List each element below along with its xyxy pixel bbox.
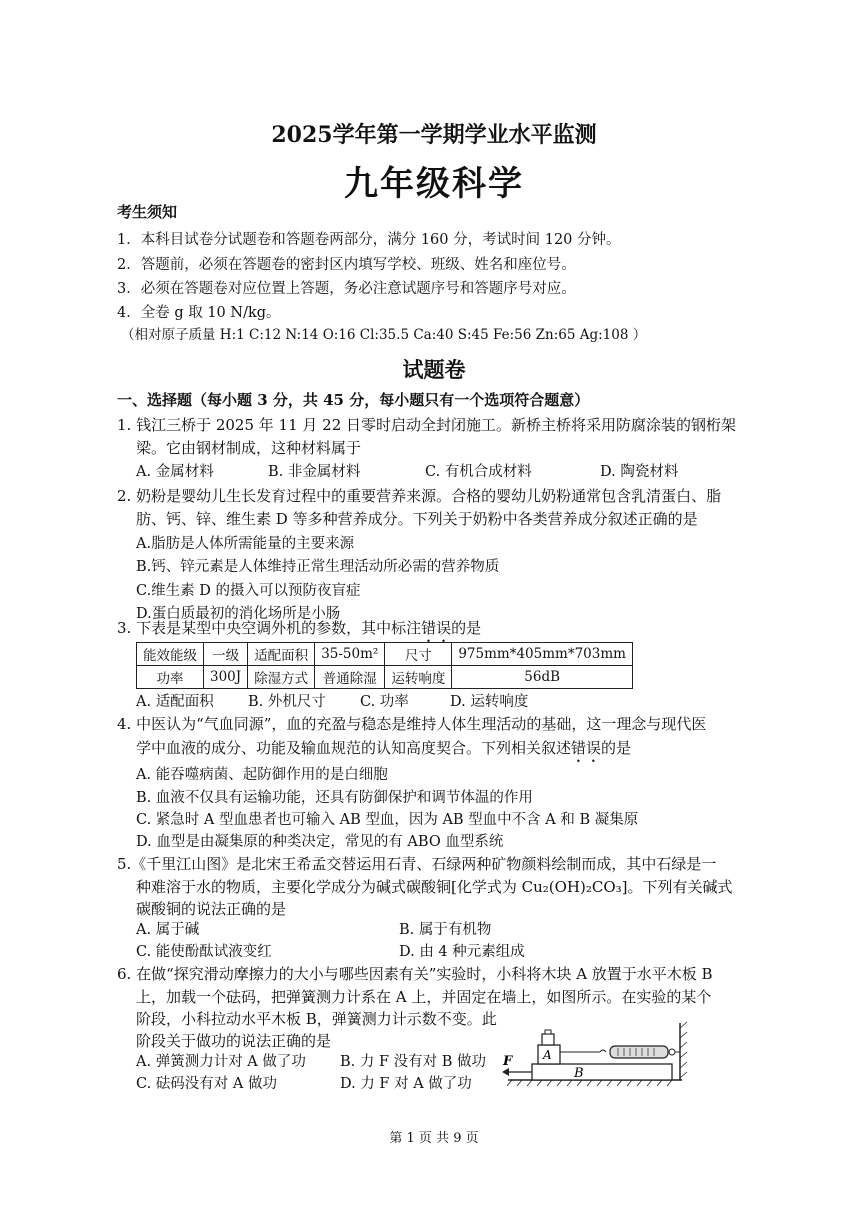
- q4-option-a: A. 能吞噬病菌、起防御作用的是白细胞: [136, 767, 388, 783]
- q1-stem-line: 梁。它由钢材制成，这种材料属于: [136, 439, 362, 457]
- board-b: [532, 1064, 672, 1080]
- q4-stem-suffix: 的是: [601, 739, 632, 757]
- q3-stem-prefix: 3. 下表是某型中央空调外机的参数，其中标注: [117, 619, 422, 637]
- q2-option-c: C.维生素 D 的摄入可以预防夜盲症: [136, 583, 361, 599]
- q4-stem-line-2: [136, 737, 631, 766]
- q2-stem-line: 肪、钙、锌、维生素 D 等多种营养成分。下列关于奶粉中各类营养成分叙述正确的是: [136, 510, 698, 528]
- q2-option-b: B.钙、锌元素是人体维持正常生理活动所必需的营养物质: [136, 559, 500, 575]
- table-cell: 除湿方式: [248, 666, 315, 689]
- table-row: [137, 666, 633, 689]
- q6-option-c: C. 砝码没有对 A 做功: [136, 1076, 277, 1092]
- table-cell: 尺寸: [385, 643, 452, 666]
- q2-option-d: D.蛋白质最初的消化场所是小肠: [136, 606, 341, 622]
- table-cell: 35-50m²: [315, 643, 385, 666]
- atomic-masses: （相对原子质量 H:1 C:12 N:14 O:16 Cl:35.5 Ca:40 S:45 Fe:56 Zn:65 Ag:108 ）: [121, 327, 647, 343]
- q4-stem-emphasis: 错误: [571, 739, 602, 757]
- q3-option-b: B. 外机尺寸: [248, 694, 326, 710]
- q2-option-a: A.脂肪是人体所需能量的主要来源: [136, 536, 355, 552]
- hook: [600, 1050, 606, 1052]
- q3-stem-suffix: 的是: [451, 619, 482, 637]
- q1-option-b: B. 非金属材料: [268, 464, 361, 480]
- note-item: 4．全卷 g 取 10 N/kg。: [117, 305, 281, 321]
- part-heading: 一、选择题（每小题 3 分，共 45 分，每小题只有一个选项符合题意）: [117, 391, 590, 409]
- q4-option-d: D. 血型是由凝集原的种类决定，常见的有 ABO 血型系统: [136, 834, 504, 850]
- q3-option-c: C. 功率: [360, 694, 409, 710]
- table-cell: 56dB: [452, 666, 633, 689]
- q3-option-a: A. 适配面积: [136, 694, 214, 710]
- q5-stem-line: 种难溶于水的物质，主要化学成分为碱式碳酸铜[化学式为 Cu₂(OH)₂CO₃]。下列有关碱式: [136, 878, 733, 896]
- board-b-label: B: [574, 1066, 584, 1081]
- q1-option-d: D. 陶瓷材料: [600, 464, 679, 480]
- table-cell: 运转响度: [385, 666, 452, 689]
- q5-stem-line: 碳酸铜的说法正确的是: [136, 900, 287, 918]
- page-footer: 第 1 页 共 9 页: [389, 1131, 479, 1146]
- q5-option-c: C. 能使酚酞试液变红: [136, 944, 272, 960]
- q3-option-d: D. 运转响度: [450, 694, 529, 710]
- weight-knob: [545, 1030, 551, 1034]
- q3-stem-emphasis: 错误: [421, 619, 452, 637]
- scale-ring: [669, 1049, 675, 1055]
- note-item: 2．答题前，必须在答题卷的密封区内填写学校、班级、姓名和座位号。: [117, 257, 576, 273]
- q1-option-c: C. 有机合成材料: [425, 464, 532, 480]
- q6-option-b: B. 力 F 没有对 B 做功: [340, 1054, 487, 1070]
- ground-hatching: [507, 1080, 672, 1086]
- wall-hatching: [680, 1022, 687, 1078]
- friction-experiment-figure: [500, 1018, 690, 1088]
- q5-option-a: A. 属于碱: [136, 922, 200, 938]
- table-cell: 适配面积: [248, 643, 315, 666]
- q5-stem-line: 5.《千里江山图》是北宋王希孟交替运用石青、石绿两种矿物颜料绘制而成，其中石绿是一: [117, 855, 717, 873]
- subject-title: 九年级科学: [344, 164, 524, 204]
- q6-option-d: D. 力 F 对 A 做了功: [340, 1076, 472, 1092]
- q1-option-a: A. 金属材料: [136, 464, 214, 480]
- table-cell: 一级: [204, 643, 248, 666]
- q4-option-c: C. 紧急时 A 型血患者也可输入 AB 型血，因为 AB 型血中不含 A 和 B 凝集原: [136, 812, 639, 828]
- q6-stem-line: 阶段，小科拉动水平木板 B，弹簧测力计示数不变。此: [136, 1010, 497, 1028]
- exam-title: 2025学年第一学期学业水平监测: [271, 122, 597, 148]
- ac-spec-table: [136, 642, 633, 689]
- block-a-label: A: [543, 1048, 552, 1062]
- q1-stem-line: 1. 钱江三桥于 2025 年 11 月 22 日零时启动全封闭施工。新桥主桥将采用防腐涂装的钢桁架: [117, 416, 737, 434]
- q5-option-d: D. 由 4 种元素组成: [399, 944, 525, 960]
- table-cell: 能效能级: [137, 643, 204, 666]
- table-cell: 功率: [137, 666, 204, 689]
- spring-scale: [610, 1046, 668, 1058]
- q4-stem-text: 学中血液的成分、功能及输血规范的认知高度契合。下列相关叙述: [136, 739, 572, 757]
- q6-stem-line: 上，加载一个砝码，把弹簧测力计系在 A 上，并固定在墙上，如图所示。在实验的某个: [136, 988, 712, 1006]
- table-cell: 300J: [204, 666, 248, 689]
- weight: [542, 1034, 554, 1045]
- note-item: 1．本科目试卷分试题卷和答题卷两部分，满分 160 分，考试时间 120 分钟。: [117, 232, 621, 248]
- force-label: F: [503, 1054, 513, 1069]
- q2-stem-line: 2. 奶粉是婴幼儿生长发育过程中的重要营养来源。合格的婴幼儿奶粉通常包含乳清蛋白、脂: [117, 487, 722, 505]
- q4-stem-line: 4. 中医认为“气血同源”，血的充盈与稳态是维持人体生理活动的基础，这一理念与现代医: [117, 715, 707, 733]
- table-row: [137, 643, 633, 666]
- section-title: 试题卷: [402, 357, 466, 382]
- notes-heading: 考生须知: [117, 203, 178, 221]
- q5-option-b: B. 属于有机物: [399, 922, 492, 938]
- q6-option-a: A. 弹簧测力计对 A 做了功: [136, 1054, 306, 1070]
- q6-stem-line: 6. 在做“探究滑动摩擦力的大小与哪些因素有关”实验时，小科将木块 A 放置于水平木板 B: [117, 965, 713, 983]
- force-arrow-head: [502, 1068, 509, 1076]
- q6-stem-line: 阶段关于做功的说法正确的是: [136, 1032, 332, 1050]
- table-cell: 普通除湿: [315, 666, 385, 689]
- table-cell: 975mm*405mm*703mm: [452, 643, 633, 666]
- note-item: 3．必须在答题卷对应位置上答题，务必注意试题序号和答题序号对应。: [117, 281, 576, 297]
- q4-option-b: B. 血液不仅具有运输功能，还具有防御保护和调节体温的作用: [136, 790, 533, 806]
